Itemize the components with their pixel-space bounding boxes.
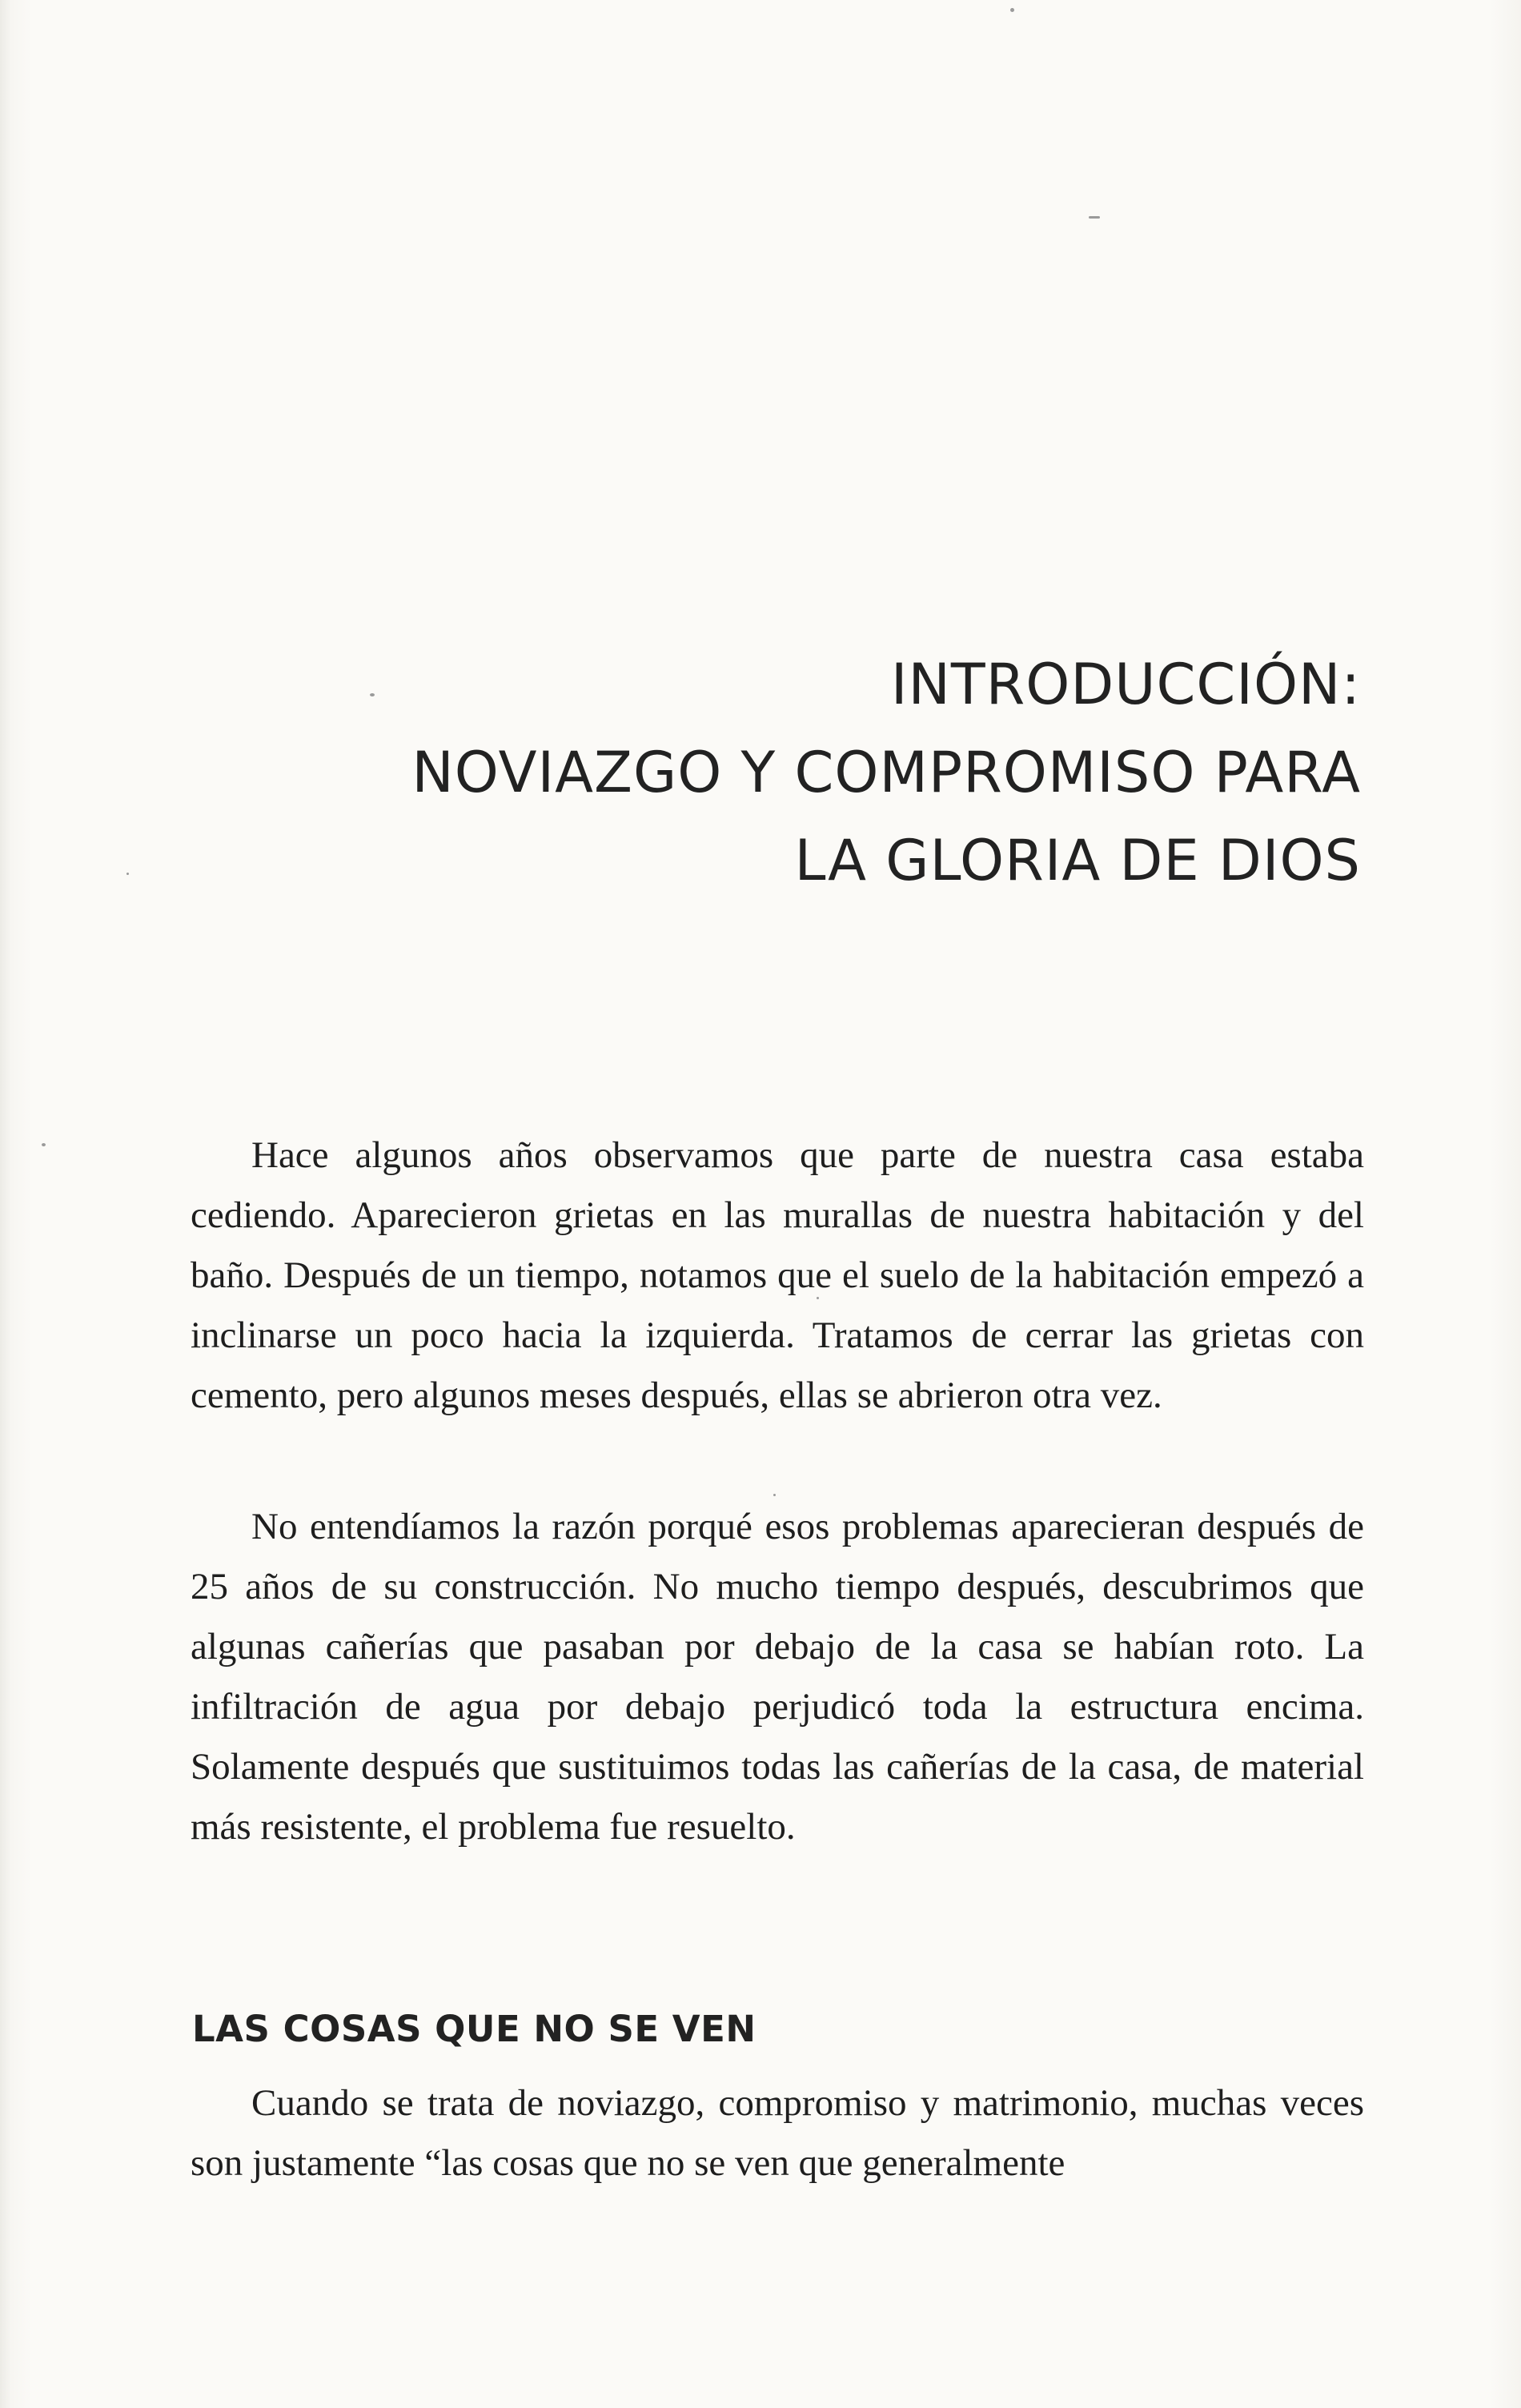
section-paragraph: Cuando se trata de noviazgo, compromiso y matrimonio, muchas veces son justamente “las cosas que no se ven que generalmente xyxy=(191,2082,1364,2184)
body-paragraph-1: Hace algunos años observamos que parte de nuestra casa estaba cediendo. Aparecieron grietas en las murallas de nuestra habitación y del baño. Después de un tiempo, notamos que el suelo de la habitación empezó a inclinarse un poco hacia la izquierda. Tratamos de cerrar las grietas con cemento, pero algunos meses después, ellas se abrieron otra vez. xyxy=(191,1134,1364,1416)
scan-speck xyxy=(1089,216,1100,219)
scan-speck xyxy=(1010,8,1014,12)
scan-speck xyxy=(370,693,375,696)
chapter-title-line-1: INTRODUCCIÓN: xyxy=(890,652,1361,717)
section-heading: LAS COSAS QUE NO SE VEN xyxy=(192,2008,756,2050)
scan-speck xyxy=(773,1494,776,1496)
scan-speck xyxy=(126,873,129,875)
body-paragraph-2: No entendíamos la razón porqué esos problemas aparecieran después de 25 años de su construcción. No mucho tiempo después, descubrimos que algunas cañerías que pasaban por debajo de la casa se habían roto. La infiltración de agua por debajo perjudicó toda la estructura encima. Solamente después que sustituimos todas las cañerías de la casa, de material más resistente, el problema fue resuelto. xyxy=(191,1506,1364,1848)
chapter-title-line-2: NOVIAZGO Y COMPROMISO PARA xyxy=(411,740,1361,805)
chapter-title-line-3: LA GLORIA DE DIOS xyxy=(794,828,1361,893)
chapter-title xyxy=(192,640,1361,905)
scan-speck xyxy=(42,1143,46,1146)
scan-speck xyxy=(817,1297,819,1299)
